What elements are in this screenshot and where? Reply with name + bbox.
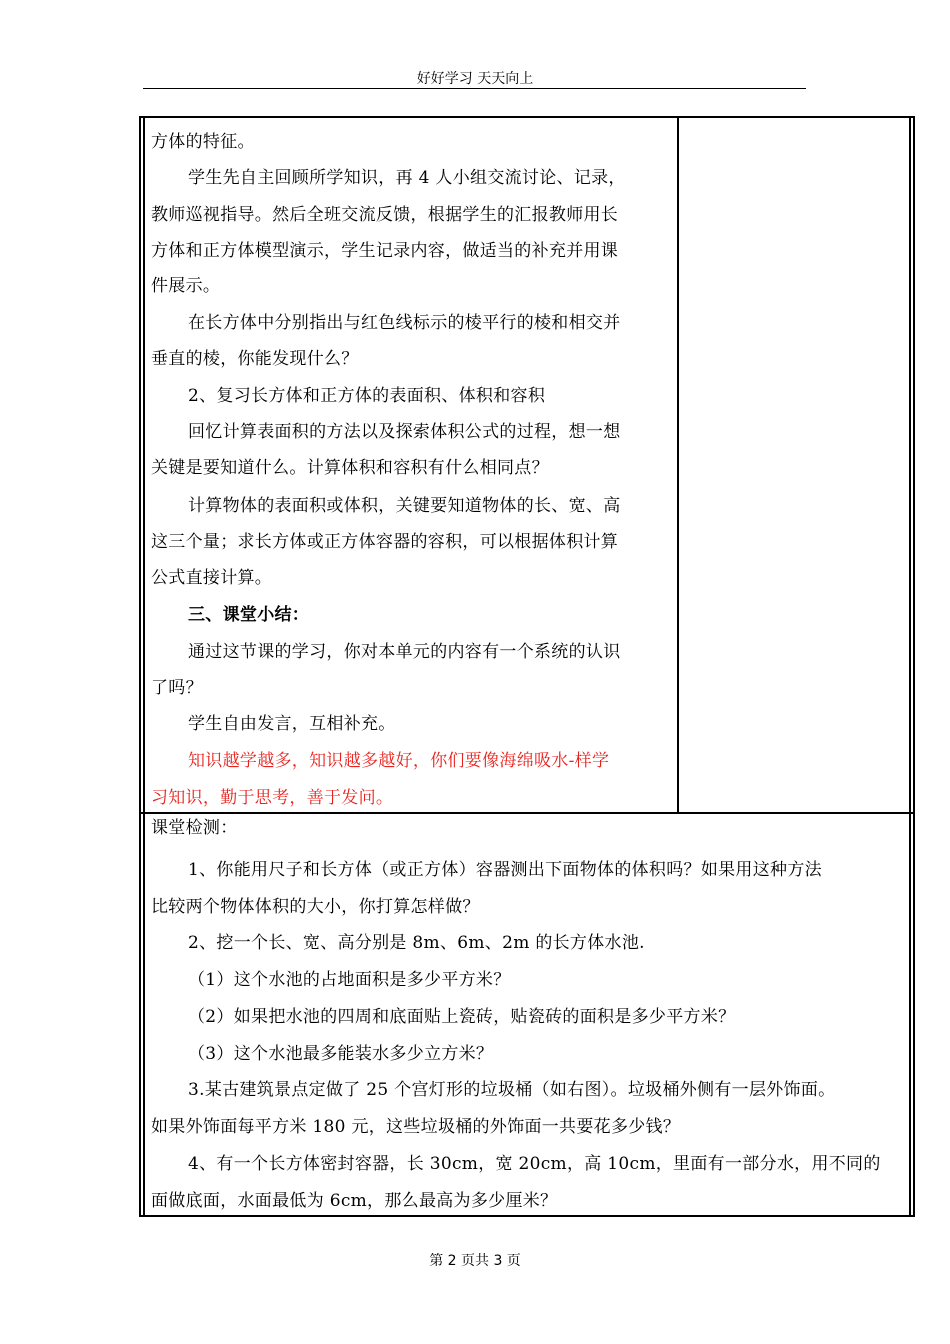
upper-line: 回忆计算表面积的方法以及探索体积公式的过程，想一想: [188, 422, 621, 442]
upper-line: 教师巡视指导。然后全班交流反馈，根据学生的汇报教师用长: [151, 205, 619, 225]
page-footer: 第 2 页共 3 页: [429, 1253, 521, 1269]
test-line: （3）这个水池最多能装水多少立方米？: [188, 1044, 494, 1064]
test-line: 3.某古建筑景点定做了 25 个宫灯形的垃圾桶（如右图）。垃圾桶外侧有一层外饰面。: [188, 1080, 836, 1100]
upper-line: 计算物体的表面积或体积，关键要知道物体的长、宽、高: [188, 496, 621, 516]
highlight-line: 习知识，勤于思考，善于发问。: [151, 788, 394, 808]
section-heading: 三、课堂小结：: [188, 605, 310, 625]
header-rule: [143, 88, 806, 89]
upper-line: 学生先自主回顾所学知识，再 4 人小组交流讨论、记录，: [188, 168, 626, 188]
test-line: 2、挖一个长、宽、高分别是 8m、6m、2m 的长方体水池.: [188, 933, 645, 953]
test-line: 比较两个物体体积的大小，你打算怎样做？: [151, 897, 480, 917]
upper-line: 公式直接计算。: [151, 568, 273, 588]
upper-line: 件展示。: [151, 276, 221, 296]
test-line: （1）这个水池的占地面积是多少平方米？: [188, 970, 511, 990]
upper-line: 学生自由发言，互相补充。: [188, 714, 396, 734]
upper-line: 方体和正方体模型演示，学生记录内容，做适当的补充并用课: [151, 241, 619, 261]
test-line: 1、你能用尺子和长方体（或正方体）容器测出下面物体的体积吗？如果用这种方法: [188, 860, 822, 880]
test-line: （2）如果把水池的四周和底面贴上瓷砖，贴瓷砖的面积是多少平方米？: [188, 1007, 736, 1027]
upper-line: 了吗？: [151, 678, 203, 698]
test-line: 如果外饰面每平方米 180 元，这些垃圾桶的外饰面一共要花多少钱？: [151, 1117, 681, 1137]
upper-line: 这三个量；求长方体或正方体容器的容积，可以根据体积计算: [151, 532, 619, 552]
upper-line: 垂直的棱，你能发现什么？: [151, 349, 359, 369]
highlight-line: 知识越学越多，知识越多越好，你们要像海绵吸水-样学: [188, 751, 610, 771]
test-title: 课堂检测：: [151, 818, 238, 838]
upper-line: 2、复习长方体和正方体的表面积、体积和容积: [188, 386, 546, 406]
upper-line: 在长方体中分别指出与红色线标示的棱平行的棱和相交并: [188, 313, 621, 333]
test-line: 面做底面，水面最低为 6cm，那么最高为多少厘米？: [151, 1191, 558, 1211]
page-header: 好好学习 天天向上: [416, 71, 534, 87]
upper-line: 关键是要知道什么。计算体积和容积有什么相同点？: [151, 458, 549, 478]
upper-line: 通过这节课的学习，你对本单元的内容有一个系统的认识: [188, 642, 621, 662]
upper-line: 方体的特征。: [151, 132, 255, 152]
test-line: 4、有一个长方体密封容器，长 30cm，宽 20cm，高 10cm，里面有一部分水，用不同的: [188, 1154, 881, 1174]
